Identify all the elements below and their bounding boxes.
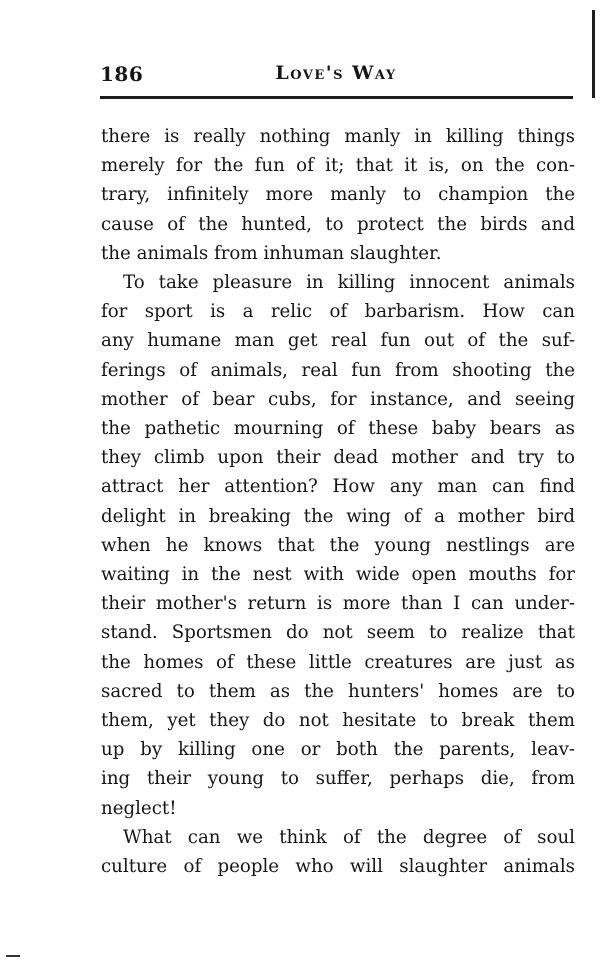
text-line: there is really nothing manly in killing things <box>101 126 575 147</box>
margin-line <box>592 10 595 98</box>
text-line: any humane man get real fun out of the suf- <box>101 330 575 352</box>
paragraph-start: To take pleasure in killing innocent animals <box>123 272 575 294</box>
text-line: ing their young to suffer, perhaps die, from <box>101 768 575 790</box>
header-rule <box>100 96 573 99</box>
text-line: cause of the hunted, to protect the birds and <box>101 213 575 235</box>
text-line: up by killing one or both the parents, leav- <box>101 739 575 761</box>
text-line: attract her attention? How any man can find <box>101 476 575 498</box>
text-line: waiting in the nest with wide open mouths for <box>101 564 575 586</box>
text-line: neglect! <box>101 797 177 819</box>
text-line: the pathetic mourning of these baby bears as <box>101 418 575 440</box>
text-line: trary, infinitely more manly to champion the <box>101 184 575 206</box>
text-line: they climb upon their dead mother and try to <box>101 447 575 469</box>
text-line: them, yet they do not hesitate to break them <box>101 710 575 732</box>
text-line: the animals from inhuman slaughter. <box>101 242 442 264</box>
paragraph-start: What can we think of the degree of soul <box>123 826 575 848</box>
text-line: mother of bear cubs, for instance, and seeing <box>101 388 575 410</box>
text-line: sacred to them as the hunters' homes are to <box>101 680 575 702</box>
text-line: the homes of these little creatures are just as <box>101 651 575 673</box>
body-text <box>101 122 575 881</box>
scan-mark <box>6 955 20 957</box>
text-line: culture of people who will slaughter animals <box>101 856 575 878</box>
text-line: ferings of animals, real fun from shooting the <box>101 359 575 381</box>
text-line: delight in breaking the wing of a mother bird <box>101 505 575 527</box>
text-line: when he knows that the young nestlings are <box>101 534 575 556</box>
text-line: their mother's return is more than I can under- <box>101 593 575 615</box>
text-line: stand. Sportsmen do not seem to realize that <box>101 622 575 644</box>
page-number: 186 <box>100 62 144 86</box>
text-line: merely for the fun of it; that it is, on the con- <box>101 155 575 177</box>
running-head: Love's Way <box>275 62 397 84</box>
page-header <box>100 62 572 92</box>
text-line: for sport is a relic of barbarism. How can <box>101 301 575 323</box>
